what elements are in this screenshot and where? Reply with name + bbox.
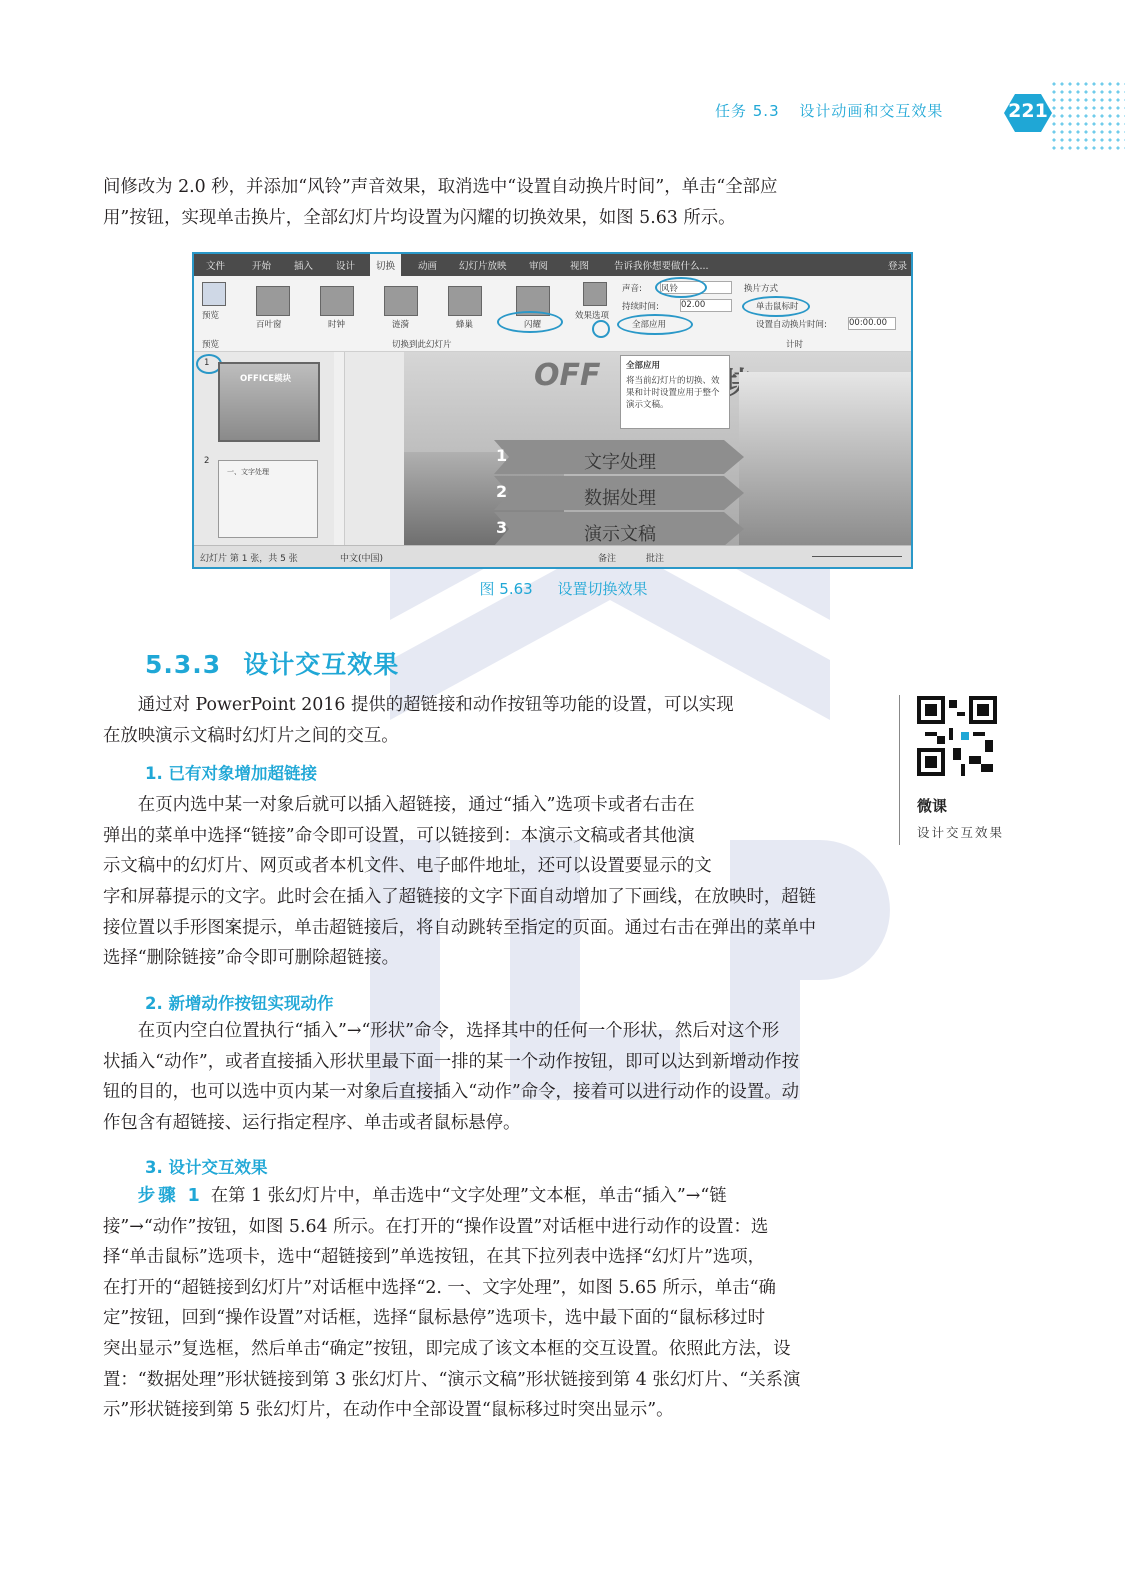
tab-animations: 动画 <box>418 261 438 272</box>
slide-item-text: 数据处理 <box>584 488 656 509</box>
text-line: 在打开的“超链接到幻灯片”对话框中选择“2. 一、文字处理”，如图 5.65 所示，单击“确 <box>103 1277 776 1298</box>
slide-thumbnails <box>194 352 335 545</box>
thumb-title: 一、文字处理 <box>227 468 269 476</box>
highlight-circle <box>742 296 810 317</box>
text-line: 置：“数据处理”形状链接到第 3 张幻灯片、“演示文稿”形状链接到第 4 张幻灯片、“关系演 <box>103 1369 801 1390</box>
effect-ripple-icon <box>384 286 418 316</box>
page-number-badge <box>1003 92 1053 134</box>
preview-label: 预览 <box>202 311 220 321</box>
figure-caption <box>0 578 1127 599</box>
tab-file: 文件 <box>206 261 226 272</box>
effect-label: 蜂巢 <box>456 320 474 330</box>
thumb-number: 2 <box>204 456 210 466</box>
auto-advance-input: 00:00.00 <box>848 317 896 330</box>
preview-group-label: 预览 <box>202 340 220 350</box>
text-line: 在页内选中某一对象后就可以插入超链接，通过“插入”选项卡或者右击在 <box>137 795 695 815</box>
slide-item-number: 1 <box>496 446 508 465</box>
header-title: 设计动画和交互效果 <box>799 102 944 120</box>
text-line: 在放映演示文稿时幻灯片之间的交互。 <box>103 725 399 746</box>
tab-slideshow: 幻灯片放映 <box>459 261 507 272</box>
status-language: 中文(中国) <box>340 554 384 564</box>
section-number: 5.3.3 <box>145 650 222 679</box>
sound-select: 风铃 <box>660 281 732 294</box>
page-number: 221 <box>1008 100 1048 122</box>
text-line: 间修改为 2.0 秒，并添加“风铃”声音效果，取消选中“设置自动换片时间”，单击“全部应 <box>103 177 778 197</box>
slide-item-number: 3 <box>496 518 508 537</box>
qr-code-icon <box>917 696 997 776</box>
slide-item-text: 演示文稿 <box>584 524 656 545</box>
status-comments: 批注 <box>646 554 665 564</box>
paragraph-intro-section <box>103 690 869 751</box>
text-line: 选择“删除链接”命令即可删除超链接。 <box>103 948 400 969</box>
text-line: 择“单击鼠标”选项卡，选中“超链接到”单选按钮，在其下拉列表中选择“幻灯片”选项， <box>103 1247 766 1268</box>
step-label: 步骤 1 <box>137 1186 203 1206</box>
status-slide-count: 幻灯片 第 1 张，共 5 张 <box>200 554 298 564</box>
effect-label: 时钟 <box>328 320 346 330</box>
slide-item-text: 文字处理 <box>584 452 656 473</box>
effect-label: 百叶窗 <box>256 320 282 330</box>
effect-label: 涟漪 <box>392 320 410 330</box>
highlight-circle <box>592 320 610 338</box>
advance-label: 换片方式 <box>744 284 779 294</box>
side-title: 微课 <box>917 797 948 815</box>
highlight-circle <box>617 314 693 335</box>
caption-text: 设置切换效果 <box>557 580 648 598</box>
paragraph-hyperlink-b <box>103 882 996 974</box>
signin-link: 登录 <box>888 261 908 272</box>
ribbon-tab-bar <box>194 254 911 276</box>
tab-transitions: 切换 <box>370 254 401 276</box>
text-line: 用”按钮，实现单击换片，全部幻灯片均设置为闪耀的切换效果，如图 5.63 所示。 <box>103 207 736 228</box>
text-line: 定”按钮，回到“操作设置”对话框，选择“鼠标悬停”选项卡，选中最下面的“鼠标移过时 <box>103 1308 766 1329</box>
subheading-2: 2. 新增动作按钮实现动作 <box>145 994 334 1013</box>
caption-label: 图 5.63 <box>479 580 533 598</box>
ribbon-body <box>194 276 911 352</box>
subheading-3: 3. 设计交互效果 <box>145 1158 268 1177</box>
effect-clock-icon <box>320 286 354 316</box>
effect-blinds-icon <box>256 286 290 316</box>
text-line: 在第 1 张幻灯片中，单击选中“文字处理”文本框，单击“插入”→“链 <box>210 1186 727 1206</box>
section-title: 设计交互效果 <box>243 650 400 679</box>
effect-options-label: 效果选项 <box>575 311 610 321</box>
tab-design: 设计 <box>336 261 356 272</box>
on-click-checkbox: 单击鼠标时 <box>756 302 799 312</box>
text-line: 示文稿中的幻灯片、网页或者本机文件、电子邮件地址，还可以设置要显示的文 <box>103 856 712 877</box>
thumb-title: OFFICE模块 <box>240 374 292 384</box>
text-line: 示”形状链接到第 5 张幻灯片，在动作中全部设置“鼠标移过时突出显示”。 <box>103 1400 674 1421</box>
text-line: 弹出的菜单中选择“链接”命令即可设置，可以链接到：本演示文稿或者其他演 <box>103 825 695 846</box>
subheading-1: 1. 已有对象增加超链接 <box>145 764 317 783</box>
text-line: 在页内空白位置执行“插入”→“形状”命令，选择其中的任何一个形状，然后对这个形 <box>137 1021 780 1041</box>
text-line: 字和屏幕提示的文字。此时会在插入了超链接的文字下面自动增加了下画线，在放映时，超链 <box>103 887 817 907</box>
side-description: 设计交互效果 <box>917 825 1005 840</box>
intro-paragraph <box>103 172 996 233</box>
duration-label: 持续时间: <box>622 302 659 312</box>
preview-icon <box>202 282 226 306</box>
thumbnail-slide-2 <box>218 460 318 538</box>
text-line: 接”→“动作”按钮，如图 5.64 所示。在打开的“操作设置”对话框中进行动作的设置：选 <box>103 1216 769 1237</box>
text-line: 突出显示”复选框，然后单击“确定”按钮，即完成了该文本框的交互设置。依照此方法，设 <box>103 1338 791 1359</box>
text-line: 作包含有超链接、运行指定程序、单击或者鼠标悬停。 <box>103 1112 521 1133</box>
paragraph-action-buttons <box>103 1016 996 1138</box>
slide-item-number: 2 <box>496 482 508 501</box>
apply-all-tooltip <box>620 355 730 429</box>
effect-options-icon <box>583 282 607 306</box>
auto-advance-checkbox: 设置自动换片时间: <box>756 320 827 330</box>
effect-honeycomb-icon <box>448 286 482 316</box>
tab-review: 审阅 <box>529 261 549 272</box>
slide-title: OFF <box>534 358 601 393</box>
text-line: 状插入“动作”，或者直接插入形状里最下面一排的某一个动作按钮，即可以达到新增动作按 <box>103 1051 800 1072</box>
effect-label-selected: 闪耀 <box>524 320 542 330</box>
tab-home: 开始 <box>252 261 272 272</box>
tab-view: 视图 <box>570 261 590 272</box>
duration-input: 02.00 <box>680 299 732 312</box>
thumb-scrollbar <box>334 352 345 545</box>
sound-label: 声音: <box>622 284 642 294</box>
header-dot-pattern <box>1050 80 1125 150</box>
tell-me-box: 告诉我你想要做什么... <box>614 261 709 272</box>
tooltip-text: 将当前幻灯片的切换、效果和计时设置应用于整个演示文稿。 <box>626 376 720 410</box>
tooltip-title: 全部应用 <box>626 361 661 371</box>
section-heading <box>145 645 399 681</box>
paragraph-step-1 <box>103 1181 996 1426</box>
tab-insert: 插入 <box>294 261 314 272</box>
thumbnail-slide-1 <box>218 362 320 442</box>
apply-all-button: 全部应用 <box>632 320 667 330</box>
text-line: 钮的目的，也可以选中页内某一对象后直接插入“动作”命令，接着可以进行动作的设置。动 <box>103 1082 800 1103</box>
timing-group-label: 计时 <box>786 340 804 350</box>
highlight-circle <box>497 311 563 333</box>
header-section: 任务 5.3 <box>715 102 780 120</box>
status-bar <box>194 545 911 568</box>
status-notes: 备注 <box>598 554 617 564</box>
building-photo <box>739 372 911 545</box>
text-line: 接位置以手形图案提示，单击超链接后，将自动跳转至指定的页面。通过右击在弹出的菜单中 <box>103 917 817 938</box>
zoom-slider <box>812 556 902 557</box>
figure-screenshot <box>192 252 913 569</box>
text-line: 通过对 PowerPoint 2016 提供的超链接和动作按钮等功能的设置，可以实现 <box>137 695 734 715</box>
highlight-circle <box>655 277 707 298</box>
paragraph-hyperlink-a <box>103 790 869 882</box>
side-divider <box>899 695 900 845</box>
transition-group-label: 切换到此幻灯片 <box>392 340 452 350</box>
running-header <box>715 100 957 121</box>
thumb-number: 1 <box>204 358 210 368</box>
